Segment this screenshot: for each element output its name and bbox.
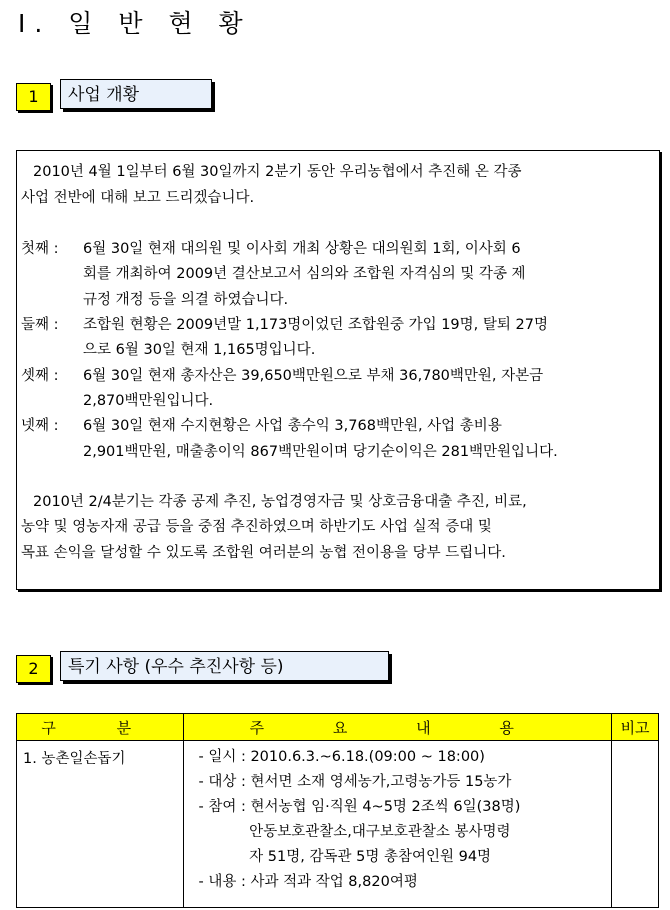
item-head-3: 셋째 : — [21, 368, 59, 384]
detail-line: - 일시 : 2010.6.3.~6.18.(09:00 ~ 18:00) — [198, 749, 485, 765]
item-line: 6월 30일 현재 수지현황은 사업 총수익 3,768백만원, 사업 총비용 — [83, 418, 502, 434]
detail-line: - 내용 : 사과 적과 작업 8,820여평 — [198, 874, 418, 890]
business-summary-box — [16, 150, 660, 590]
intro-line: 2010년 4월 1일부터 6월 30일까지 2분기 동안 우리농협에서 추진해 온 각종 — [33, 164, 522, 180]
intro-line: 사업 전반에 대해 보고 드리겠습니다. — [21, 190, 255, 206]
row-content — [184, 741, 612, 908]
special-items-table — [16, 713, 659, 908]
item-line: 규정 개정 등을 의결 하였습니다. — [83, 292, 289, 308]
closing-line: 농약 및 영농자재 공급 등을 중점 추진하였으며 하반기도 사업 실적 증대 및 — [21, 519, 492, 535]
row-note — [612, 741, 659, 908]
table-row — [17, 741, 659, 908]
column-header-content: 주 요 내 용 — [184, 714, 612, 741]
item-line: 으로 6월 30일 현재 1,165명입니다. — [83, 342, 316, 358]
detail-line: - 참여 : 현서농협 임·직원 4~5명 2조씩 6일(38명) — [198, 799, 521, 815]
item-head-4: 넷째 : — [21, 418, 59, 434]
item-head-2: 둘째 : — [21, 317, 59, 333]
page-title: Ⅰ. 일 반 현 황 — [18, 9, 252, 38]
detail-line: 안동보호관찰소,대구보호관찰소 봉사명령 — [198, 824, 511, 840]
detail-line: 자 51명, 감독관 5명 총참여인원 94명 — [198, 849, 492, 865]
item-line: 6월 30일 현재 대의원 및 이사회 개최 상황은 대의원회 1회, 이사회 6 — [83, 241, 521, 257]
section-number-badge: 1 — [16, 83, 51, 111]
closing-line: 목표 손익을 달성할 수 있도록 조합원 여러분의 농협 전이용을 당부 드립니다. — [21, 545, 506, 561]
item-line: 6월 30일 현재 총자산은 39,650백만원으로 부채 36,780백만원, 자본금 — [83, 368, 544, 384]
item-line: 조합원 현황은 2009년말 1,173명이었던 조합원중 가입 19명, 탈퇴 27명 — [83, 317, 548, 333]
detail-line: - 대상 : 현서면 소재 영세농가,고령농가등 15농가 — [198, 774, 512, 790]
section-title-label: 특기 사항 (우수 추진사항 등) — [60, 651, 389, 681]
section-number-badge: 2 — [16, 655, 51, 683]
item-line: 2,870백만원입니다. — [83, 393, 214, 409]
section-title-label: 사업 개황 — [60, 79, 212, 109]
row-category: 1. 농촌일손돕기 — [17, 741, 184, 908]
item-line: 2,901백만원, 매출총이익 867백만원이며 당기순이익은 281백만원입니다. — [83, 444, 558, 460]
item-head-1: 첫째 : — [21, 241, 59, 257]
closing-line: 2010년 2/4분기는 각종 공제 추진, 농업경영자금 및 상호금융대출 추진, 비료, — [33, 494, 527, 510]
column-header-note: 비고 — [612, 714, 659, 741]
item-line: 회를 개최하여 2009년 결산보고서 심의와 조합원 자격심의 및 각종 제 — [83, 266, 526, 282]
table-header-row — [17, 714, 659, 741]
column-header-category: 구 분 — [17, 714, 184, 741]
